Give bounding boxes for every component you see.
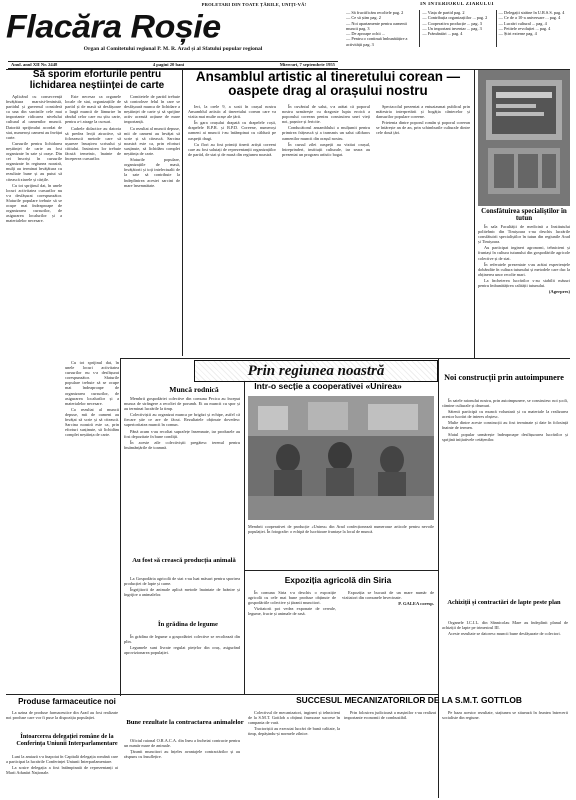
- paragraph: Aceste rezultate se datoresc muncii bune desfășurate de colectori.: [448, 631, 561, 637]
- paragraph: Țăranii muncitori au înțeles avantajele contractărilor și au răspuns cu însuflețire.: [124, 749, 240, 760]
- ansamblu-col-1: [188, 104, 276, 356]
- paragraph: Comitetele de partid trebuie să controleze felul în care se desfășoară munca de lichidare a neștiinței de carte și să sprijine activ această acțiune de mare importanță.: [124, 94, 180, 125]
- paragraph: În cursul zilei oaspeții au vizitat orașul, întreprinderi, instituții culturale, iar seara au prezentat un program artistic bogat.: [282, 141, 370, 157]
- lead-body-col-4: [65, 360, 119, 692]
- paragraph: Spectacolul prezentat a entuziasmat publicul prin măiestria interpretării și bogăția cântecelor și dansurilor populare coreene.: [376, 104, 470, 120]
- signature: P. GALEA coresp.: [398, 601, 434, 607]
- paragraph: În aceste zile colectiviștii pregătesc terenul pentru însămânțările de toamnă.: [124, 439, 240, 450]
- rule-col: [244, 382, 245, 694]
- contents-item[interactable]: — Știri externe pag. 4: [498, 31, 537, 37]
- achizitii-headline: Achiziții și contractări de lapte peste plan: [447, 599, 561, 606]
- contents-item[interactable]: — Ce să știm pag. 2: [346, 15, 381, 21]
- contents-item[interactable]: — Noi apartamente pentru oamenii muncii pag. 3: [346, 20, 407, 31]
- rule-col: [438, 358, 439, 798]
- paragraph: Sătenii participă cu muncă voluntară și cu materiale la realizarea acestor lucrări de interes obștesc.: [442, 409, 568, 420]
- contents-item[interactable]: — Ce de a 10-a aniversare ... pag. 4: [498, 15, 561, 21]
- rule-col: [474, 70, 475, 358]
- paragraph: Ca rezultat al muncii depuse, mii de oameni au învățat să scrie și să citească. Sarcina noastră este ca, prin eforturi susținute, să lichidăm complet neștiința de carte.: [65, 406, 119, 438]
- paragraph: Cu tot sprijinul dat, în unele locuri activitatea cursurilor nu s-a desfășurat corespunzător. Sfaturile populare trebuie să se ocupe mai îndeaproape de organizarea cursurilor, de asigurarea localurilor și a materialelor necesare.: [6, 182, 62, 224]
- paragraph: Tractoriștii au executat lucrări de bună calitate, la timp, depășindu-și normele zilnice.: [248, 726, 340, 737]
- contents-item[interactable]: — Un important inventar ... pag. 3: [422, 25, 482, 31]
- paragraph: Au participat ingineri agronomi, tehnicieni și fruntași în cultura tutunului din gospodăriile agricole colective și de stat.: [478, 245, 570, 261]
- sasea-headline: Au fost să crească producția animală: [132, 557, 236, 564]
- rule-section: [244, 570, 438, 571]
- paragraph: Cu flori au fost primiți tinerii artiști coreeni care au fost salutați de reprezentanții organizațiilor de partid, de stat și de masă din regiunea noastră.: [188, 141, 276, 157]
- paragraph: Sfaturile populare, organizațiile de masă, învățătorii și toți intelectualii de la sate să contribuie la îndeplinirea acestei sarcini de mare însemnătate.: [124, 157, 180, 188]
- paragraph: Luni la amiază s-a înapoiat în Capitală delegația română care a participat la lucrările Conferinței Uniunii Interparlamentare.: [6, 754, 118, 765]
- succes-col-3: [442, 710, 568, 796]
- contents-columns: [346, 10, 568, 47]
- motto: PROLETARI DIN TOATE ȚĂRILE, UNIȚI-VĂ!: [201, 2, 307, 7]
- paragraph: La sosire delegația a fost întâmpinată de reprezentanți ai Marii Adunări Naționale.: [6, 765, 118, 776]
- paragraph: Ca rezultat al muncii depuse, mii de oameni au învățat să scrie și să citească. Sarcina noastră este ca, prin eforturi susținute, să lichidăm complet neștiința de carte.: [124, 125, 180, 157]
- paragraph: În satele raionului nostru, prin autoimpunere, se construiesc noi școli, cămine culturale și drumuri.: [442, 398, 568, 409]
- lead-body-col-2: [65, 94, 121, 356]
- contents-col-1: [346, 10, 415, 47]
- produse-headline: Produse farmaceutice noi: [18, 697, 116, 706]
- cooperativa-caption: Membrii cooperativei de producție «Unirea» din Arad confecționează numeroase articole pentru nevoile populației. În fotografie: o echipă de lucrătoare fruntașe la locul de muncă.: [248, 524, 434, 534]
- issue-bar: [8, 61, 338, 69]
- top-right-photo: [478, 70, 570, 206]
- contents-item[interactable]: — Să fructificăm recoltele pag. 2: [346, 10, 404, 15]
- photo-image: [248, 396, 434, 520]
- cooperativa-headline: Intr-o secție a cooperativei «Unirea»: [254, 381, 402, 391]
- contents-item[interactable]: — Lucrări cultural ... pag. 4: [498, 20, 547, 26]
- section-banner: Prin regiunea noastră: [194, 360, 438, 382]
- bune-body: [124, 738, 240, 796]
- paragraph: Expoziția se bucură de un mare număr de vizitatori din comunele învecinate.: [342, 590, 434, 601]
- paragraph: În comuna Siria s-a deschis o expoziție agricolă cu cele mai bune produse obținute de gospodăriile colective și țăranii muncitori.: [248, 590, 336, 606]
- delegatie-headline: Întoarcerea delegației române de la Conferința Uniunii Interparlamentare: [16, 733, 118, 747]
- contents-item[interactable]: — De aproape ochii ...: [346, 31, 386, 37]
- rule-col: [182, 70, 183, 356]
- lead-body-col-3: [124, 94, 180, 356]
- paragraph: Colectivul de mecanizatori, ingineri și tehnicieni de la S.M.T. Gottlob a obținut frumoase succese în campania de vară.: [248, 710, 340, 726]
- expozitie-col-2: [342, 590, 434, 690]
- lead-body-col-1: [6, 94, 62, 692]
- constatari-headline: Consfătuirea specialiștilor în tutun: [481, 207, 567, 223]
- paragraph: Colectiviștii au organizat munca pe brigăzi și echipe, astfel că fiecare știe ce are de făcut. Rezultatele obținute dovedesc superioritatea muncii în comun.: [124, 412, 240, 428]
- paragraph: Membrii gospodăriei colective din comuna Pecica au început munca de strângere a recoltei de porumb. Ei au muncit cu spor și au terminat lucrările la timp.: [124, 396, 240, 412]
- achizitii-body: [442, 620, 568, 690]
- paragraph: Este necesar ca organele locale de stat, organizațiile de partid și de masă să desfășoare o largă muncă de lămurire în rândul celor care nu știu carte, pentru a-i atrage la cursuri.: [65, 94, 121, 125]
- succes-col-2: [344, 710, 436, 796]
- newspaper-title: Flacăra Roșie: [6, 9, 221, 46]
- paragraph: Cadrele didactice au datoria să predea lecții atractive, să folosească metode care să ușureze însușirea scrisului și cititului. Instruirea lor trebuie făcută temeinic, înainte de începerea cursurilor.: [65, 125, 121, 162]
- photo-image: [478, 70, 570, 206]
- paragraph: Aplicând cu consecvență învățătura marxist-leninistă, partidul și guvernul consideră ca una din sarcinile cele mai importante ridicarea nivelului cultural al oamenilor muncii. Datorită sprijinului acordat de stat, numeroși oameni au învățat carte.: [6, 94, 62, 140]
- paragraph: Multe dintre aceste construcții au fost terminate și date în folosință înainte de termen.: [442, 420, 568, 431]
- contents-box: [346, 2, 568, 47]
- contents-item[interactable]: — Cooperativa producție ... pag. 3: [422, 20, 482, 26]
- paragraph: Legumele sunt livrate regulat piețelor din oraș, asigurând aprovizionarea populației.: [124, 645, 240, 656]
- succes-headline: SUCCESUL MECANIZATORILOR DE LA S.M.T. GOTTLOB: [296, 695, 522, 705]
- expozitie-headline: Expoziția agricolă din Siria: [284, 575, 392, 585]
- paragraph: În grădina de legume a gospodăriei colective se recoltează din plin.: [124, 634, 240, 645]
- contents-heading: ÎN INTERIORUL ZIARULUI: [420, 2, 494, 7]
- paragraph: În gara orașului drapată cu drapelele roșii, drapelele R.P.R. și R.P.D. Coreene, numeroși oameni ai muncii i-au întâmpinat cu căldură pe oaspeții dragi.: [188, 120, 276, 141]
- contents-item[interactable]: — Viața de partid pag. 2: [422, 10, 465, 15]
- contents-item[interactable]: — Contribuția organizațiilor ... pag. 2: [422, 15, 488, 21]
- issue-date: Miercuri, 7 septembrie 1955: [279, 62, 335, 67]
- contents-item[interactable]: — Frământări ... pag. 4: [422, 31, 463, 37]
- contents-col-3: [496, 10, 568, 47]
- contents-item[interactable]: — Pentru o continuă îmbunătățire a activității pag. 3: [346, 36, 408, 47]
- produse-body: [6, 710, 118, 732]
- rule-section: [120, 358, 570, 359]
- constatari-body: [478, 224, 570, 354]
- ansamblu-col-3: [376, 104, 470, 356]
- contents-item[interactable]: — Petitele revoluției ... pag. 4: [498, 25, 551, 31]
- newspaper-page: [4, 2, 572, 798]
- cooperativa-photo: [248, 396, 434, 520]
- paragraph: În cuvântul de salut, s-a arătat că poporul nostru urmărește cu dragoste lupta eroică a poporului coreean pentru construirea unei vieți noi, pașnice și fericite.: [282, 104, 370, 125]
- munca-headline: Muncă rodnică: [169, 385, 219, 394]
- paragraph: Cursurile pentru lichidarea neștiinței de carte au fost organizate în sate și orașe. Din cei înscriși în cursurile organizate în regiunea noastră, mulți au terminat învățătura cu rezultate bune și au putut să citească ziarele și cărțile.: [6, 140, 62, 182]
- paragraph: Prietenia dintre poporul român și poporul coreean se întărește an de an, prin schimburile culturale dintre cele două țări.: [376, 120, 470, 136]
- pamant-body: [124, 634, 240, 716]
- munca-body: [124, 396, 240, 556]
- ansamblu-headline: Ansamblul artistic al tineretului corean — oaspete drag al orașului nostru: [195, 69, 461, 99]
- organ-line: Organ al Comitetului regional P. M. R. Arad și al Sfatului popular regional: [83, 46, 263, 52]
- succes-col-1: [248, 710, 340, 796]
- paragraph: Pe baza acestor rezultate, stațiunea se situează în fruntea întrecerii socialiste din regiune.: [442, 710, 568, 721]
- paragraph: Conducătorul ansamblului a mulțumit pentru primirea frățească și a transmis un salut călduros oamenilor muncii din orașul nostru.: [282, 125, 370, 141]
- paragraph: Sfatul popular urmărește îndeaproape desfășurarea lucrărilor și sprijină inițiativele cetățenilor.: [442, 431, 568, 442]
- delegatie-body: [6, 754, 118, 796]
- pamant-headline: În grădina de legume: [158, 621, 218, 628]
- paragraph: Organele I.C.I.L. din Sânnicolau Mare au îndeplinit planul de achiziții de lapte pe trimestrul III.: [442, 620, 568, 631]
- contents-col-2: [419, 10, 491, 47]
- paragraph: Până acum s-au recoltat suprafețe însemnate, iar produsele au fost depozitate în bune condiții.: [124, 428, 240, 439]
- scoli-body: [442, 398, 568, 596]
- paragraph: La Gospodăria agricolă de stat s-au luat măsuri pentru sporirea producției de lapte și carne.: [124, 576, 240, 587]
- paragraph: La încheierea lucrărilor s-au stabilit măsuri pentru îmbunătățirea calității tutunului.: [478, 277, 570, 289]
- paragraph: Prin folosirea judicioasă a mașinilor s-au realizat importante economii de combustibil.: [344, 710, 436, 721]
- contents-item[interactable]: — Delegații străine în U.R.S.S. pag. 4: [498, 10, 565, 15]
- signature: (Agerpres): [548, 289, 570, 295]
- scoli-headline: Noi construcții prin autoimpunere: [444, 373, 564, 382]
- paragraph: Cu tot sprijinul dat, în unele locuri activitatea cursurilor nu s-a desfășurat corespunzător. Sfaturile populare trebuie să se ocupe mai îndeaproape de organizarea cursurilor, de asigurarea localurilor și a materialelor necesare.: [65, 360, 119, 406]
- paragraph: La uzina de produse farmaceutice din Arad au fost realizate noi produse care vor fi puse la dispoziția populației.: [6, 710, 118, 721]
- paragraph: Vizitatorii pot vedea exponate de cereale, legume, fructe și animale de rasă.: [248, 606, 336, 617]
- bune-headline: Bune rezultate la contractarea animalelor: [126, 719, 244, 726]
- ansamblu-col-2: [282, 104, 370, 356]
- rule-col: [120, 358, 121, 696]
- sasea-body: [124, 576, 240, 618]
- expozitie-col-1: [248, 590, 336, 690]
- paragraph: Oficiul raional O.R.A.C.A. din Ineu a încheiat contracte pentru un număr mare de animale.: [124, 738, 240, 749]
- lead-headline: Să sporim eforturile pentru lichidarea neștiinței de carte: [29, 69, 165, 91]
- issue-year: Anul. anul XII Nr. 2448: [11, 62, 58, 67]
- paragraph: Îngrijitorii de animale aplică metode înaintate de hrănire și îngrijire a animalelor.: [124, 587, 240, 598]
- issue-pages: 4 pagini 20 bani: [152, 62, 185, 67]
- paragraph: În referatele prezentate s-au arătat experiențele dobândite în cultura tutunului și metodele care duc la obținerea unor recolte mari.: [478, 261, 570, 277]
- paragraph: În sala Facultății de medicină a Institutului politehnic din Timișoara s-au deschis lucrările consfătuirii specialiștilor în tutun din regiunile Arad și Timișoara.: [478, 224, 570, 245]
- paragraph: Ieri, la orele 9, a sosit în orașul nostru Ansamblul artistic al tineretului corean care va vizita mai multe orașe ale țării.: [188, 104, 276, 120]
